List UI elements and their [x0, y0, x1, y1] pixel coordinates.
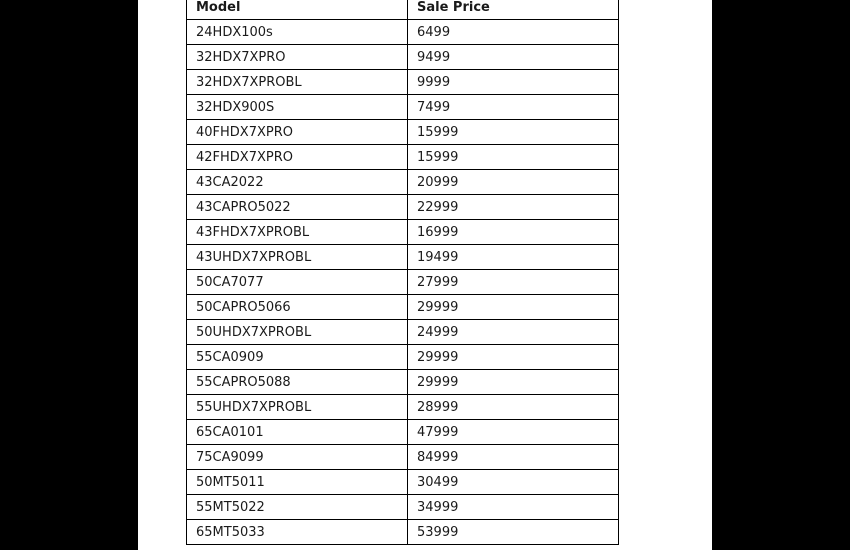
table-row: [187, 70, 619, 95]
table-row: [187, 520, 619, 545]
table-row: [187, 245, 619, 270]
model-cell: 65CA0101: [187, 420, 408, 445]
table-row: [187, 420, 619, 445]
table-body: [187, 20, 619, 545]
sale-price-cell: 15999: [408, 120, 619, 145]
model-cell: 50CA7077: [187, 270, 408, 295]
model-cell: 24HDX100s: [187, 20, 408, 45]
table-row: [187, 20, 619, 45]
model-cell: 65MT5033: [187, 520, 408, 545]
sale-price-cell: 47999: [408, 420, 619, 445]
sale-price-cell: 16999: [408, 220, 619, 245]
table-row: [187, 195, 619, 220]
model-cell: 43UHDX7XPROBL: [187, 245, 408, 270]
sale-price-cell: 9499: [408, 45, 619, 70]
model-cell: 50UHDX7XPROBL: [187, 320, 408, 345]
column-header-sale-price: Sale Price: [408, 0, 619, 20]
model-cell: 32HDX7XPRO: [187, 45, 408, 70]
table-row: [187, 345, 619, 370]
table-row: [187, 495, 619, 520]
table-row: [187, 170, 619, 195]
model-cell: 55CA0909: [187, 345, 408, 370]
sale-price-cell: 29999: [408, 295, 619, 320]
sale-price-cell: 24999: [408, 320, 619, 345]
sale-price-cell: 15999: [408, 145, 619, 170]
sale-price-cell: 28999: [408, 395, 619, 420]
sale-price-cell: 9999: [408, 70, 619, 95]
model-cell: 50CAPRO5066: [187, 295, 408, 320]
model-cell: 32HDX900S: [187, 95, 408, 120]
table-row: [187, 445, 619, 470]
sale-price-cell: 7499: [408, 95, 619, 120]
sale-price-cell: 53999: [408, 520, 619, 545]
column-header-model: Model: [187, 0, 408, 20]
model-cell: 43FHDX7XPROBL: [187, 220, 408, 245]
sale-price-cell: 27999: [408, 270, 619, 295]
table-row: [187, 395, 619, 420]
model-cell: 50MT5011: [187, 470, 408, 495]
model-cell: 55UHDX7XPROBL: [187, 395, 408, 420]
model-cell: 55MT5022: [187, 495, 408, 520]
model-cell: 43CAPRO5022: [187, 195, 408, 220]
document-page: [138, 0, 712, 550]
table-row: [187, 270, 619, 295]
sale-price-cell: 84999: [408, 445, 619, 470]
table-row: [187, 220, 619, 245]
price-table: [186, 0, 619, 545]
sale-price-cell: 6499: [408, 20, 619, 45]
table-row: [187, 295, 619, 320]
table-row: [187, 145, 619, 170]
sale-price-cell: 29999: [408, 370, 619, 395]
sale-price-cell: 30499: [408, 470, 619, 495]
table-row: [187, 320, 619, 345]
model-cell: 32HDX7XPROBL: [187, 70, 408, 95]
table-row: [187, 370, 619, 395]
model-cell: 75CA9099: [187, 445, 408, 470]
sale-price-cell: 22999: [408, 195, 619, 220]
model-cell: 40FHDX7XPRO: [187, 120, 408, 145]
model-cell: 55CAPRO5088: [187, 370, 408, 395]
sale-price-cell: 29999: [408, 345, 619, 370]
sale-price-cell: 34999: [408, 495, 619, 520]
model-cell: 43CA2022: [187, 170, 408, 195]
table-row: [187, 470, 619, 495]
sale-price-cell: 19499: [408, 245, 619, 270]
model-cell: 42FHDX7XPRO: [187, 145, 408, 170]
table-row: [187, 120, 619, 145]
table-header-row: [187, 0, 619, 20]
table-row: [187, 45, 619, 70]
sale-price-cell: 20999: [408, 170, 619, 195]
table-row: [187, 95, 619, 120]
